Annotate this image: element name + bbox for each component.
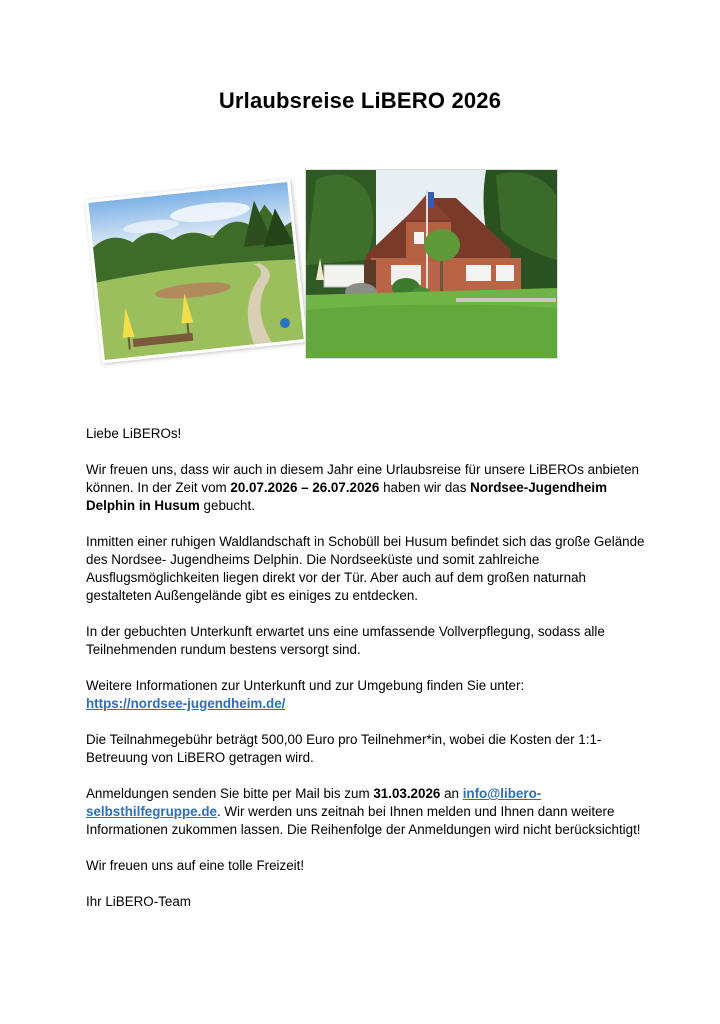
paragraph-registration xyxy=(86,785,646,839)
greeting: Liebe LiBEROs! xyxy=(86,426,182,441)
email-link[interactable]: info@libero-selbsthilfegruppe.de xyxy=(86,786,542,819)
p1-text-c: gebucht. xyxy=(199,498,255,513)
venue-name: Nordsee-Jugendheim Delphin in Husum xyxy=(86,480,608,513)
p6-text-c: . Wir werden uns zeitnah bei Ihnen melden und Ihnen dann weitere Informationen zukommen lassen. Die Reihenfolge der Anmeldungen wird nicht berücksichtigt! xyxy=(86,804,641,837)
paragraph-catering: In der gebuchten Unterkunft erwartet uns eine umfassende Vollverpflegung, sodass alle Teilnehmenden rundum bestens versorgt sind. xyxy=(86,624,605,657)
garden-photo xyxy=(85,179,307,364)
p1-text-b: haben wir das xyxy=(379,480,471,495)
paragraph-dates xyxy=(86,461,646,515)
paragraph-fee: Die Teilnahmegebühr beträgt 500,00 Euro pro Teilnehmer*in, wobei die Kosten der 1:1-Betreuung von LiBERO getragen wird. xyxy=(86,732,602,765)
page-title: Urlaubsreise LiBERO 2026 xyxy=(218,88,502,113)
p1-text-a: Wir freuen uns, dass wir auch in diesem Jahr eine Urlaubsreise für unsere LiBEROs anbieten können. In der Zeit vom xyxy=(86,462,639,495)
registration-deadline: 31.03.2026 xyxy=(373,786,441,801)
paragraph-closing: Wir freuen uns auf eine tolle Freizeit! xyxy=(86,858,305,873)
letter-body xyxy=(86,425,646,929)
paragraph-location: Inmitten einer ruhigen Waldlandschaft in Schobüll bei Husum befindet sich das große Gelände des Nordsee- Jugendheims Delphin. Die Nordseeküste und somit zahlreiche Ausflugsmöglichkeiten liegen direkt vor der Tür. Aber auch auf dem großen naturnah gestalteten Außengelände gibt es einiges zu entdecken. xyxy=(86,534,645,603)
p6-text-a: Anmeldungen senden Sie bitte per Mail bis zum xyxy=(86,786,374,801)
signature: Ihr LiBERO-Team xyxy=(86,894,191,909)
more-info-text: Weitere Informationen zur Unterkunft und zur Umgebung finden Sie unter: xyxy=(86,678,525,693)
house-photo xyxy=(306,170,557,358)
p6-text-b: an xyxy=(440,786,463,801)
travel-dates: 20.07.2026 – 26.07.2026 xyxy=(230,480,380,495)
paragraph-more-info xyxy=(86,677,646,713)
website-link[interactable]: https://nordsee-jugendheim.de/ xyxy=(86,696,286,711)
